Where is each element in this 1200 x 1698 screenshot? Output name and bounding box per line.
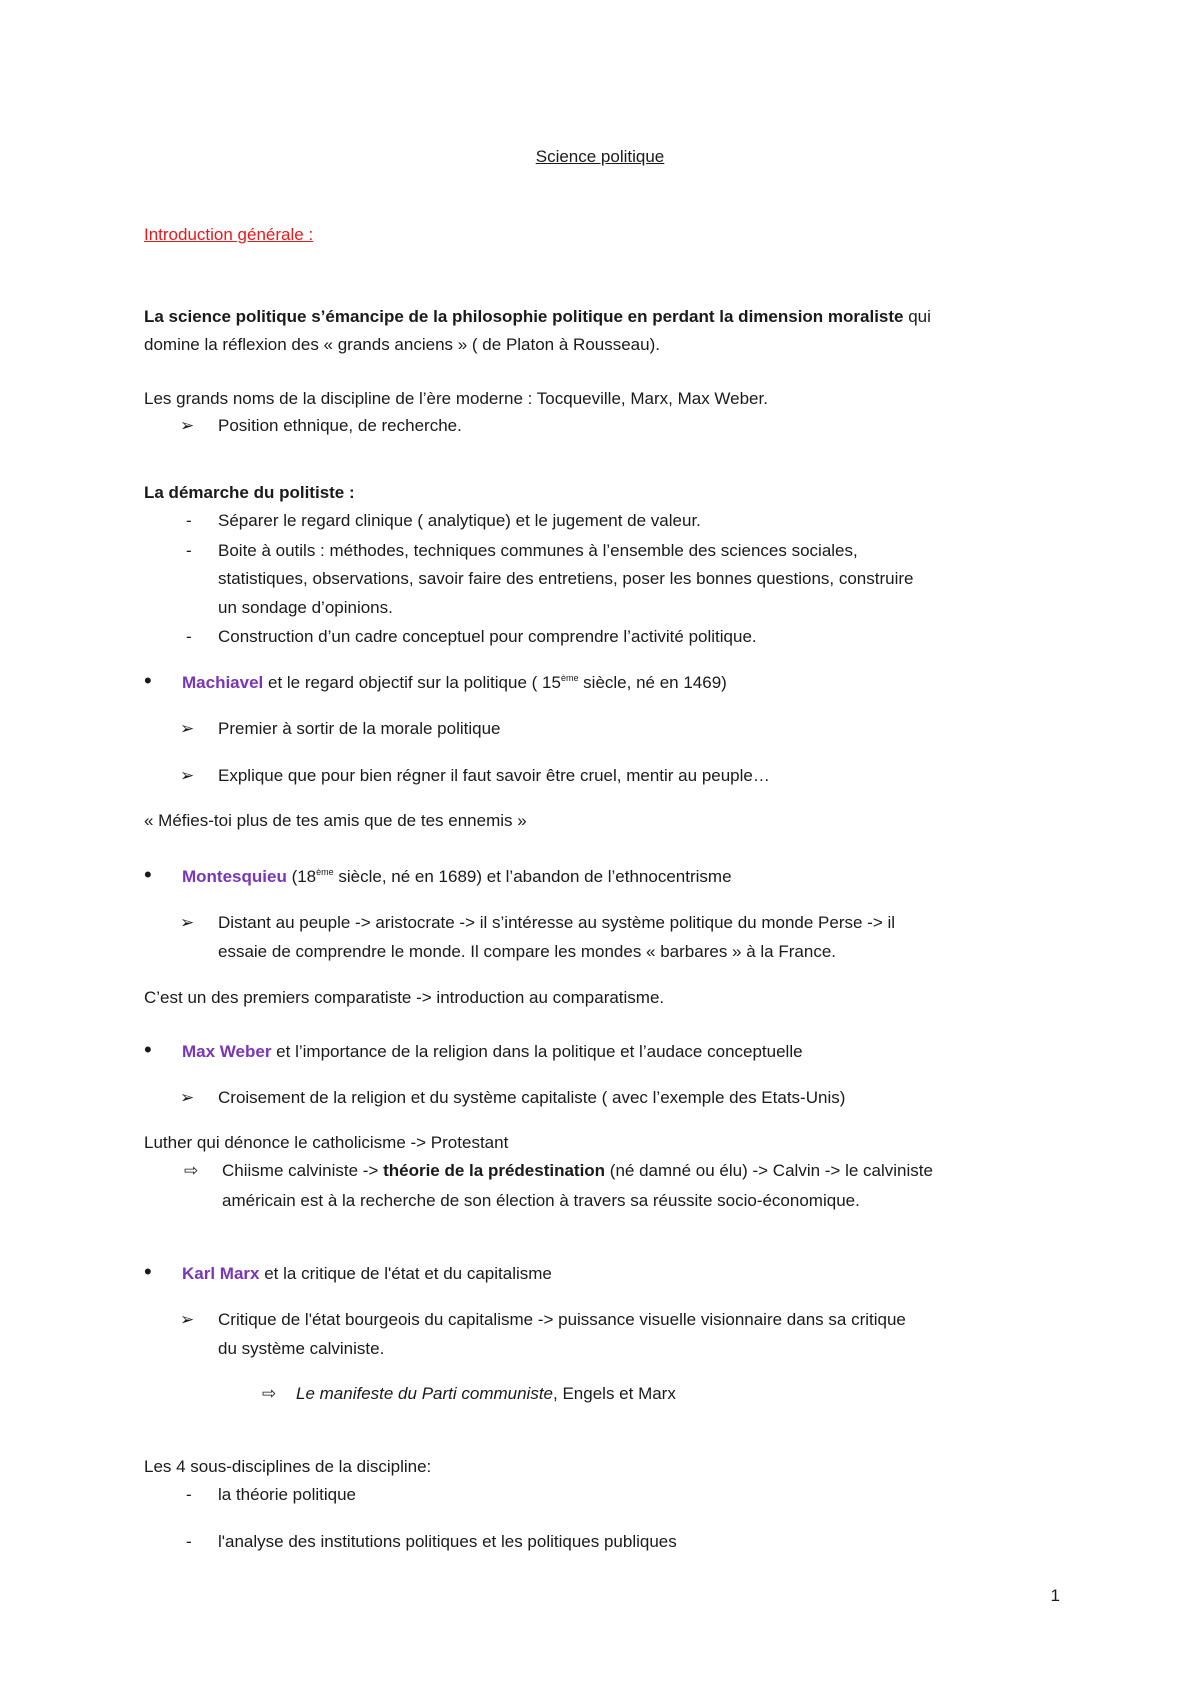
dash-bullet-icon: - xyxy=(186,1532,192,1551)
position-line: Position ethnique, de recherche. xyxy=(218,416,462,435)
machiavel-quote: « Méfies-toi plus de tes amis que de tes ennemis » xyxy=(144,811,527,830)
weber-arrow-text-a: Chiisme calviniste -> xyxy=(222,1161,384,1180)
weber-arrow-line-2: américain est à la recherche de son élection à travers sa réussite socio-économique. xyxy=(222,1191,860,1210)
marx-sub-1-line-2: du système calviniste. xyxy=(218,1339,385,1358)
montesquieu-text-b: siècle, né en 1689) et l’abandon de l’ethnocentrisme xyxy=(333,867,732,886)
round-bullet-icon: • xyxy=(144,1259,152,1284)
montesquieu-sub-1-line-2: essaie de comprendre le monde. Il compare les mondes « barbares » à la France. xyxy=(218,942,836,961)
luther-line: Luther qui dénonce le catholicisme -> Protestant xyxy=(144,1133,509,1152)
intro-line-1 xyxy=(144,306,931,328)
manifeste-rest: , Engels et Marx xyxy=(553,1384,676,1403)
chevron-bullet-icon: ➢ xyxy=(180,416,195,435)
weber-name: Max Weber xyxy=(182,1042,272,1061)
marx-name: Karl Marx xyxy=(182,1264,260,1283)
round-bullet-icon: • xyxy=(144,668,152,693)
comparatisme-line: C’est un des premiers comparatiste -> introduction au comparatisme. xyxy=(144,988,665,1007)
demarche-item-2-line-3: un sondage d’opinions. xyxy=(218,598,393,617)
machiavel-name: Machiavel xyxy=(182,673,264,692)
page-number: 1 xyxy=(1050,1586,1060,1605)
demarche-heading: La démarche du politiste : xyxy=(144,483,355,502)
page-title: Science politique xyxy=(535,147,665,166)
chevron-bullet-icon: ➢ xyxy=(180,719,195,738)
arrow-right-icon: ⇨ xyxy=(184,1161,199,1180)
demarche-item-2-line-2: statistiques, observations, savoir faire des entretiens, poser les bonnes questions, construire xyxy=(218,569,914,588)
demarche-item-1: Séparer le regard clinique ( analytique) et le jugement de valeur. xyxy=(218,511,701,530)
intro-heading: Introduction générale : xyxy=(144,225,314,244)
montesquieu-sup: ème xyxy=(316,867,334,877)
machiavel-sup: ème xyxy=(560,673,579,683)
machiavel-sub-1: Premier à sortir de la morale politique xyxy=(218,719,501,738)
dash-bullet-icon: - xyxy=(186,627,192,646)
machiavel-sub-2: Explique que pour bien régner il faut savoir être cruel, mentir au peuple… xyxy=(218,766,770,785)
chevron-bullet-icon: ➢ xyxy=(180,1310,195,1329)
montesquieu-text-a: (18 xyxy=(286,867,317,886)
round-bullet-icon: • xyxy=(144,862,152,887)
predestination-text: théorie de la prédestination xyxy=(383,1161,606,1180)
weber-sub-1: Croisement de la religion et du système capitaliste ( avec l’exemple des Etats-Unis) xyxy=(218,1088,846,1107)
dash-bullet-icon: - xyxy=(186,541,192,560)
chevron-bullet-icon: ➢ xyxy=(180,913,195,932)
weber-arrow-text-b: (né damné ou élu) -> Calvin -> le calviniste xyxy=(605,1161,933,1180)
marx-line xyxy=(182,1263,552,1285)
montesquieu-line xyxy=(182,866,732,888)
intro-bold-text: La science politique s’émancipe de la philosophie politique en perdant la dimension moraliste xyxy=(144,307,904,326)
intro-rest-text: qui xyxy=(903,307,931,326)
intro-line-2: domine la réflexion des « grands anciens » ( de Platon à Rousseau). xyxy=(144,335,660,354)
marx-text: et la critique de l'état et du capitalisme xyxy=(259,1264,552,1283)
round-bullet-icon: • xyxy=(144,1037,152,1062)
machiavel-text-a: et le regard objectif sur la politique ( 15 xyxy=(263,673,561,692)
montesquieu-name: Montesquieu xyxy=(182,867,287,886)
dash-bullet-icon: - xyxy=(186,1485,192,1504)
weber-text: et l’importance de la religion dans la politique et l’audace conceptuelle xyxy=(271,1042,803,1061)
chevron-bullet-icon: ➢ xyxy=(180,1088,195,1107)
sous-disciplines-heading: Les 4 sous-disciplines de la discipline: xyxy=(144,1457,432,1476)
grands-noms-line: Les grands noms de la discipline de l’ère moderne : Tocqueville, Marx, Max Weber. xyxy=(144,389,768,408)
weber-arrow-line-1 xyxy=(222,1160,933,1182)
machiavel-text-b: siècle, né en 1469) xyxy=(578,673,727,692)
arrow-right-icon: ⇨ xyxy=(262,1384,277,1403)
demarche-item-2-line-1: Boite à outils : méthodes, techniques communes à l’ensemble des sciences sociales, xyxy=(218,541,858,560)
machiavel-line xyxy=(182,672,727,694)
montesquieu-sub-1-line-1: Distant au peuple -> aristocrate -> il s’intéresse au système politique du monde Perse -> il xyxy=(218,913,896,932)
sous-discipline-item-1: la théorie politique xyxy=(218,1485,356,1504)
dash-bullet-icon: - xyxy=(186,511,192,530)
chevron-bullet-icon: ➢ xyxy=(180,766,195,785)
sous-discipline-item-2: l'analyse des institutions politiques et les politiques publiques xyxy=(218,1532,677,1551)
demarche-item-3: Construction d’un cadre conceptuel pour comprendre l’activité politique. xyxy=(218,627,757,646)
manifeste-line xyxy=(296,1383,676,1405)
manifeste-title: Le manifeste du Parti communiste xyxy=(296,1384,554,1403)
weber-line xyxy=(182,1041,803,1063)
marx-sub-1-line-1: Critique de l'état bourgeois du capitalisme -> puissance visuelle visionnaire dans sa critique xyxy=(218,1310,906,1329)
